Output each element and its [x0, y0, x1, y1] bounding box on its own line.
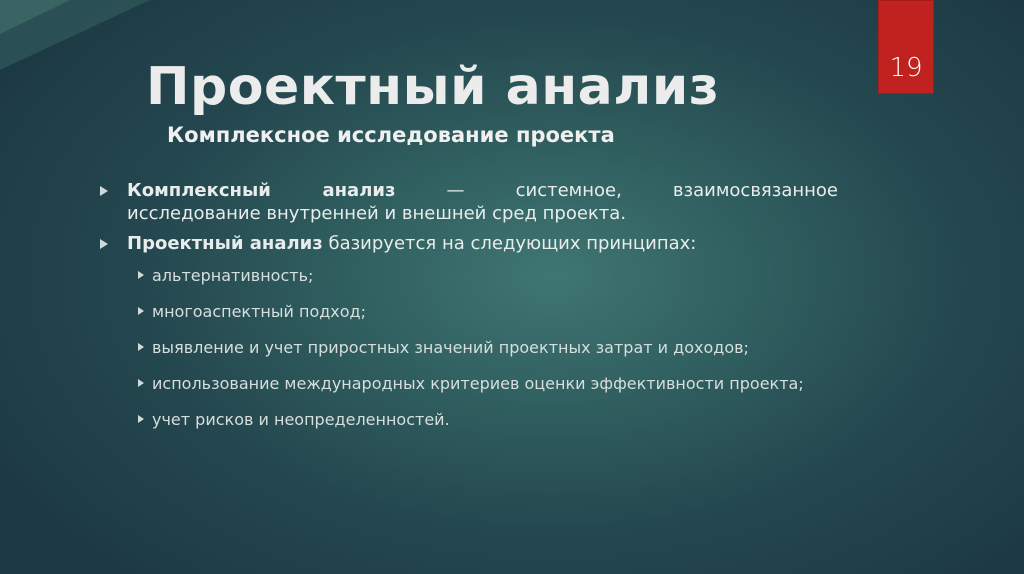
page-number: 19: [889, 53, 923, 83]
principle-item: [127, 373, 838, 394]
principle-item: [127, 409, 838, 430]
principle-label: многоаспектный подход;: [152, 302, 367, 321]
principle-item: [127, 265, 838, 286]
bullet-item-complex-analysis: [100, 179, 838, 225]
bullet-term: Комплексный анализ: [127, 180, 396, 201]
principle-label: учет рисков и неопределенностей.: [152, 410, 450, 429]
sub-bullet-triangle-icon: [138, 271, 144, 279]
bullet-text-continued: исследование внутренней и внешней сред проекта.: [127, 203, 627, 224]
principle-label: альтернативность;: [152, 266, 314, 285]
slide-title: Проектный анализ: [146, 57, 720, 117]
sub-bullet-triangle-icon: [138, 379, 144, 387]
principle-item: [127, 301, 838, 322]
bullet-triangle-icon: [100, 239, 108, 249]
bullet-list: [100, 179, 838, 445]
principle-label: выявление и учет приростных значений проектных затрат и доходов;: [152, 338, 749, 357]
principle-label: использование международных критериев оценки эффективности проекта;: [152, 374, 804, 393]
sub-bullet-triangle-icon: [138, 343, 144, 351]
sub-bullet-triangle-icon: [138, 415, 144, 423]
page-number-badge: [878, 0, 934, 94]
bullet-term: Проектный анализ: [127, 233, 323, 254]
corner-decoration-inner: [0, 0, 70, 34]
bullet-item-project-analysis: [100, 232, 838, 430]
slide-subtitle: Комплексное исследование проекта: [167, 123, 615, 147]
bullet-text: базируется на следующих принципах:: [322, 233, 697, 254]
bullet-text: — системное, взаимосвязанное: [395, 180, 838, 201]
bullet-triangle-icon: [100, 186, 108, 196]
principle-item: [127, 337, 838, 358]
principles-list: [127, 265, 838, 430]
sub-bullet-triangle-icon: [138, 307, 144, 315]
bullet-line: [127, 179, 838, 202]
